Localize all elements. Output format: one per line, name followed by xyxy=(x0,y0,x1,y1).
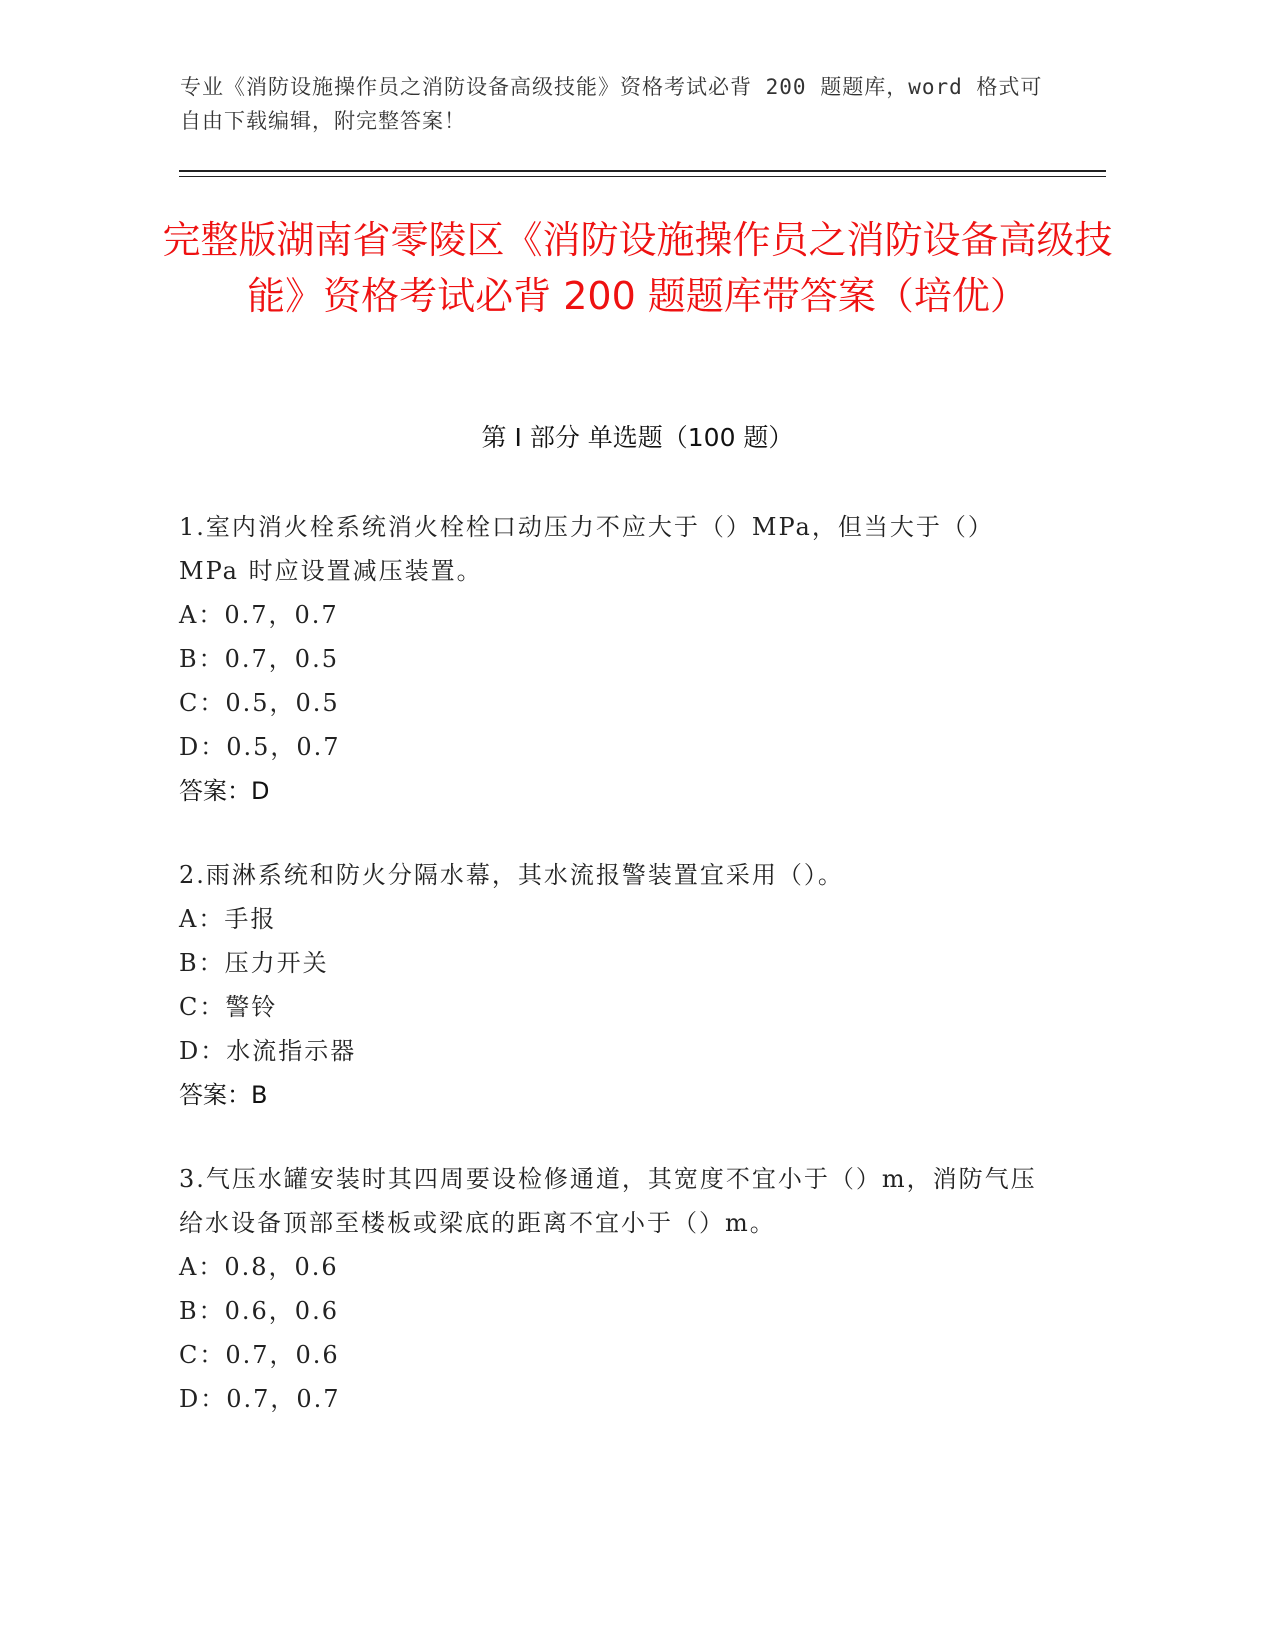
question-stem: 2.雨淋系统和防火分隔水幕，其水流报警装置宜采用（）。 xyxy=(179,861,844,889)
answer: 答案：D xyxy=(179,777,270,805)
section-title: 第 I 部分 单选题（100 题） xyxy=(481,423,794,452)
option-a: A：0.8，0.6 xyxy=(179,1253,339,1281)
header-rule-top xyxy=(179,170,1106,172)
option-d: D：0.7，0.7 xyxy=(179,1385,341,1413)
header-note: 专业《消防设施操作员之消防设备高级技能》资格考试必背 200 题题库，word 格式可自由下载编辑，附完整答案！ xyxy=(180,75,1043,133)
option-d: D：0.5，0.7 xyxy=(179,733,341,761)
option-c: C：0.5，0.5 xyxy=(179,689,340,717)
option-b: B：0.6，0.6 xyxy=(179,1297,339,1325)
option-a: A：0.7，0.7 xyxy=(179,601,339,629)
question-2 xyxy=(179,853,1039,1117)
option-b: B：压力开关 xyxy=(179,949,329,977)
document-title: 完整版湖南省零陵区《消防设施操作员之消防设备高级技能》资格考试必背 200 题题库带答案（培优） xyxy=(162,218,1113,318)
answer: 答案：B xyxy=(179,1081,268,1109)
question-list xyxy=(179,505,1039,1461)
option-b: B：0.7，0.5 xyxy=(179,645,339,673)
option-d: D：水流指示器 xyxy=(179,1037,357,1065)
option-c: C：0.7，0.6 xyxy=(179,1341,340,1369)
question-1 xyxy=(179,505,1039,813)
question-3 xyxy=(179,1157,1039,1421)
question-stem: 1.室内消火栓系统消火栓栓口动压力不应大于（）MPa，但当大于（）MPa 时应设置减压装置。 xyxy=(179,513,994,585)
option-c: C：警铃 xyxy=(179,993,278,1021)
header-rule-bottom xyxy=(179,176,1106,177)
option-a: A：手报 xyxy=(179,905,277,933)
question-stem: 3.气压水罐安装时其四周要设检修通道，其宽度不宜小于（）m，消防气压给水设备顶部至楼板或梁底的距离不宜小于（）m。 xyxy=(179,1165,1037,1237)
